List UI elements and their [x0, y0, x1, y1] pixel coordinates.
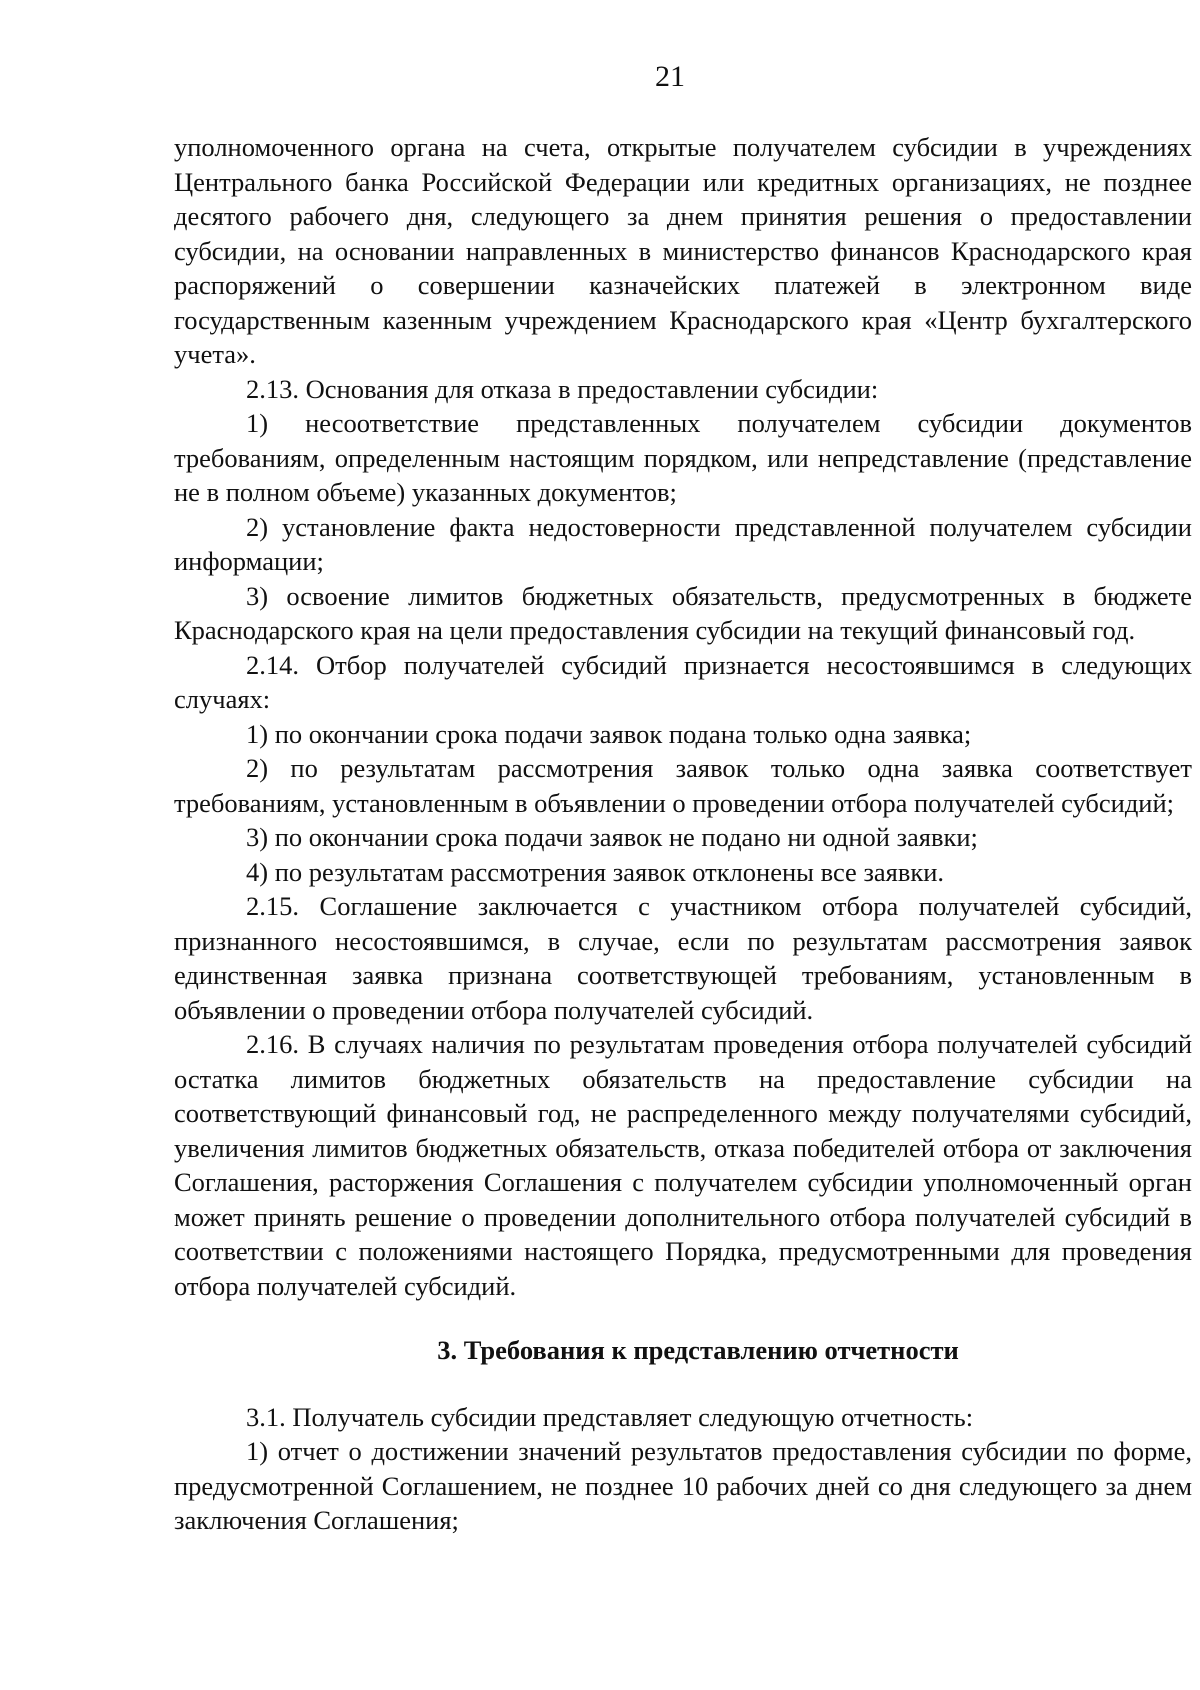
paragraph-2-13-item-2: 2) установление факта недостоверности представленной получателем субсидии информации;	[174, 511, 1192, 576]
paragraph-2-13: 2.13. Основания для отказа в предоставлении субсидии:	[246, 373, 879, 404]
document-body	[174, 130, 1192, 1538]
paragraph-2-14-item-1: 1) по окончании срока подачи заявок подана только одна заявка;	[246, 718, 972, 749]
section-heading: 3. Требования к представлению отчетности	[437, 1335, 959, 1365]
paragraph-2-15: 2.15. Соглашение заключается с участником отбора получателей субсидий, признанного несостоявшимся, в случае, если по результатам рассмотрения заявок единственная заявка признана соответствующей требованиям, установленным в объявлении о проведении отбора получателей субсидий.	[174, 891, 1192, 1025]
paragraph-2-14-item-2: 2) по результатам рассмотрения заявок только одна заявка соответствует требованиям, установленным в объявлении о проведении отбора получателей субсидий;	[174, 753, 1192, 818]
paragraph-2-16: 2.16. В случаях наличия по результатам проведения отбора получателей субсидий остатка лимитов бюджетных обязательств на предоставление субсидии на соответствующий финансовый год, не распределенного между получателями субсидий, увеличения лимитов бюджетных обязательств, отказа победителей отбора от заключения Соглашения, расторжения Соглашения с получателем субсидии уполномоченный орган может принять решение о проведении дополнительного отбора получателей субсидий в соответствии с положениями настоящего Порядка, предусмотренными для проведения отбора получателей субсидий.	[174, 1029, 1192, 1301]
paragraph-3-1: 3.1. Получатель субсидии представляет следующую отчетность:	[246, 1401, 974, 1432]
paragraph-2-14: 2.14. Отбор получателей субсидий признается несостоявшимся в следующих случаях:	[174, 649, 1192, 714]
paragraph-2-14-item-4: 4) по результатам рассмотрения заявок отклонены все заявки.	[246, 856, 945, 887]
paragraph-2-14-item-3: 3) по окончании срока подачи заявок не подано ни одной заявки;	[246, 822, 978, 852]
paragraph-continuation: уполномоченного органа на счета, открытые получателем субсидии в учреждениях Центрального банка Российской Федерации или кредитных организациях, не позднее десятого рабочего дня, следующего за днем принятия решения о предоставлении субсидии, на основании направленных в министерство финансов Краснодарского края распоряжений о совершении казначейских платежей в электронном виде государственным казенным учреждением Краснодарского края «Центр бухгалтерского учета».	[174, 132, 1192, 369]
paragraph-3-1-item-1: 1) отчет о достижении значений результатов предоставления субсидии по форме, предусмотренной Соглашением, не позднее 10 рабочих дней со дня следующего за днем заключения Соглашения;	[174, 1436, 1192, 1535]
paragraph-2-13-item-3: 3) освоение лимитов бюджетных обязательств, предусмотренных в бюджете Краснодарского края на цели предоставления субсидии на текущий финансовый год.	[174, 580, 1192, 645]
paragraph-2-13-item-1: 1) несоответствие представленных получателем субсидии документов требованиям, определенным настоящим порядком, или непредставление (представление не в полном объеме) указанных документов;	[174, 408, 1192, 507]
page-number: 21	[655, 60, 685, 93]
